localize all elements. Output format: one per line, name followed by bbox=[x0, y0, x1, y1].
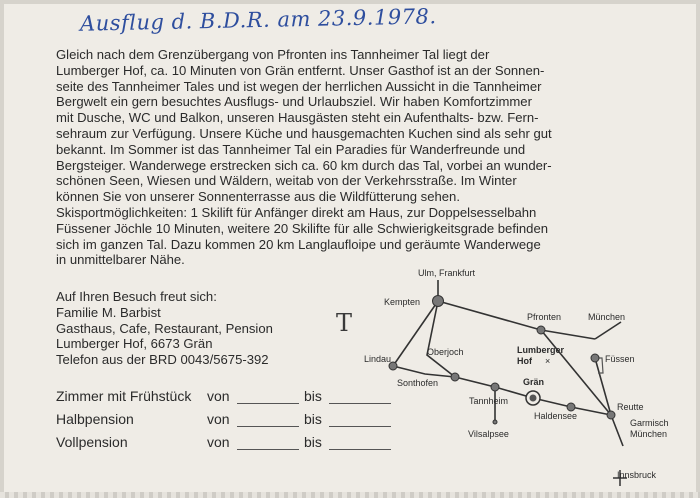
greeting-line: Auf Ihren Besuch freut sich: bbox=[56, 289, 217, 304]
label-ulm-frankfurt: Ulm, Frankfurt bbox=[418, 268, 476, 278]
label-lumberger: Lumberger bbox=[517, 345, 565, 355]
sonthofen-node bbox=[451, 373, 459, 381]
label-graen: Grän bbox=[523, 377, 545, 387]
von-label: von bbox=[207, 434, 230, 450]
bis-label: bis bbox=[304, 434, 322, 450]
graen-marker-inner bbox=[530, 395, 537, 402]
description-text bbox=[56, 47, 678, 268]
label-vilsalpsee: Vilsalpsee bbox=[468, 429, 509, 439]
label-reutte: Reutte bbox=[617, 402, 644, 412]
road-oberjoch bbox=[427, 301, 455, 377]
label-garmisch: Garmisch bbox=[630, 418, 669, 428]
label-hof: Hof bbox=[517, 356, 532, 366]
road-garmisch bbox=[611, 415, 623, 446]
label-innsbruck: Innsbruck bbox=[617, 470, 657, 480]
tannheim-node bbox=[491, 383, 499, 391]
text-line: in unmittelbarer Nähe. bbox=[56, 252, 185, 268]
text-line: Gleich nach dem Grenzübergang von Pfronten ins Tannheimer Tal liegt der bbox=[56, 47, 490, 62]
bis-label: bis bbox=[304, 388, 322, 404]
contact-block bbox=[56, 289, 273, 368]
text-line: schönen Seen, Wiesen und Wäldern, weitab von der Verkehrsstraße. Im Winter bbox=[56, 173, 517, 189]
label-oberjoch: Oberjoch bbox=[427, 347, 464, 357]
text-line: sich im ganzen Tal. Dazu kommen 20 km Langlaufloipe und geräumte Wanderwege bbox=[56, 236, 541, 252]
price-blank-from bbox=[237, 426, 299, 427]
rate-label: Vollpension bbox=[56, 434, 128, 450]
address: Lumberger Hof, 6673 Grän bbox=[56, 336, 213, 352]
text-line: seite des Tannheimer Tales und ist wegen der herrlichen Aussicht in die Tannheimer bbox=[56, 78, 542, 94]
label-lindau: Lindau bbox=[364, 354, 392, 364]
haldensee-node bbox=[567, 403, 575, 411]
road-tannheim-valley bbox=[393, 366, 611, 415]
bis-label: bis bbox=[304, 411, 322, 427]
von-label: von bbox=[207, 411, 230, 427]
label-haldensee: Haldensee bbox=[534, 411, 578, 421]
label-muenchen-top: München bbox=[588, 312, 626, 322]
label-tannheim: Tannheim bbox=[469, 396, 509, 406]
label-kempten: Kempten bbox=[384, 297, 421, 307]
text-line: Bergsteiger. Wanderwege erstrecken sich ca. 60 km durch das Tal, vorbei an wunder- bbox=[56, 157, 552, 173]
road-network bbox=[393, 280, 626, 446]
price-blank-from bbox=[237, 449, 299, 450]
road-muenchen-north bbox=[595, 322, 621, 339]
text-line: können Sie von unserer Sonnenterrasse aus die Wildfütterung sehen. bbox=[56, 189, 460, 205]
rates-form bbox=[56, 388, 396, 457]
handwritten-note: Ausflug d. B.D.R. am 23.9.1978. bbox=[79, 4, 437, 36]
text-line: Skisportmöglichkeiten: 1 Skilift für Anfänger direkt am Haus, zur Doppelsesselbahn bbox=[56, 204, 537, 220]
location-map bbox=[355, 262, 700, 498]
rate-row-full-board bbox=[56, 434, 396, 457]
text-line: mit Dusche, WC und Balkon, unseren Hausgästen steht ein Aufenthalts- bzw. Fern- bbox=[56, 110, 539, 126]
price-blank-from bbox=[237, 403, 299, 404]
label-pfronten: Pfronten bbox=[527, 312, 562, 322]
rate-label: Zimmer mit Frühstück bbox=[56, 388, 192, 404]
family-name: Familie M. Barbist bbox=[56, 304, 161, 320]
text-line: Füssener Jöchle 10 Minuten, weitere 20 Skilifte für alle Schwierigkeitsgrade befinden bbox=[56, 220, 549, 236]
fuessen-node bbox=[591, 354, 599, 362]
label-sonthofen: Sonthofen bbox=[397, 378, 439, 388]
rate-label: Halbpension bbox=[56, 411, 134, 427]
label-fuessen: Füssen bbox=[605, 354, 635, 364]
kempten-node bbox=[433, 296, 444, 307]
pen-mark: T bbox=[336, 309, 353, 337]
lumberger-cross: × bbox=[545, 356, 551, 366]
text-line: Bergwelt ein gern besuchtes Ausflugs- und Urlaubsziel. Wir haben Komfortzimmer bbox=[56, 94, 532, 110]
text-line: sehraum zur Verfügung. Unsere Küche und hausgemachten Kuchen sind als sehr gut bbox=[56, 125, 552, 141]
label-muenchen-bottom: München bbox=[630, 429, 668, 439]
pfronten-node bbox=[537, 326, 545, 334]
business-type: Gasthaus, Cafe, Restaurant, Pension bbox=[56, 320, 273, 336]
road-pfronten bbox=[438, 301, 595, 339]
von-label: von bbox=[207, 388, 230, 404]
rate-row-breakfast bbox=[56, 388, 396, 411]
vilsalpsee-node bbox=[493, 420, 497, 424]
reutte-node bbox=[607, 411, 615, 419]
phone: Telefon aus der BRD 0043/5675-392 bbox=[56, 352, 269, 368]
text-line: bekannt. Im Sommer ist das Tannheimer Tal ein Paradies für Wanderfreunde und bbox=[56, 141, 526, 157]
rate-row-half-board bbox=[56, 411, 396, 434]
text-line: Lumberger Hof, ca. 10 Minuten von Grän entfernt. Unser Gasthof ist an der Sonnen- bbox=[56, 62, 545, 78]
